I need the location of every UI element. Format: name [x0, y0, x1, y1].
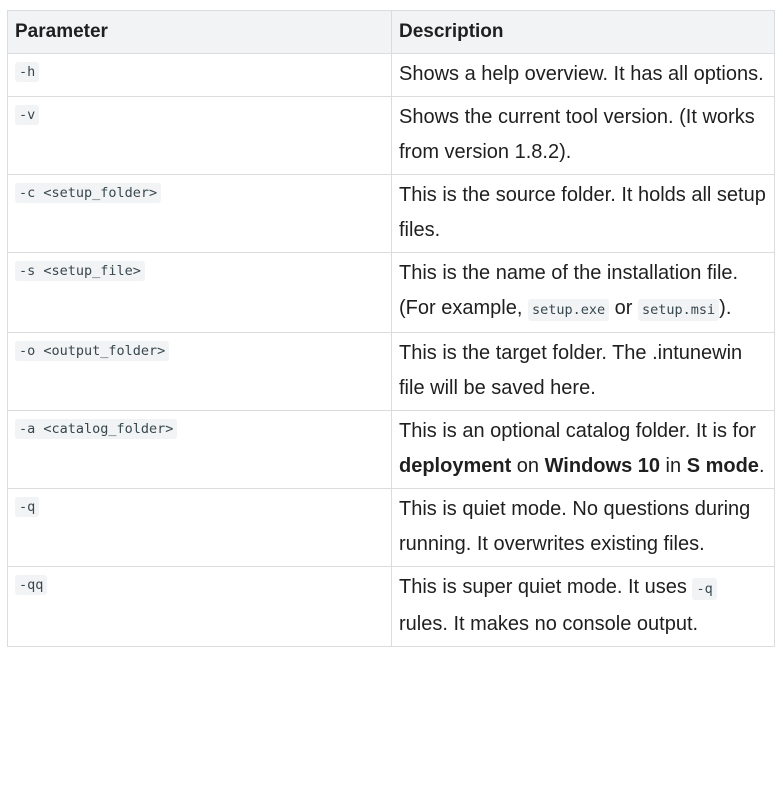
desc-setup-folder: This is the source folder. It holds all setup files. — [392, 175, 775, 253]
parameters-table — [7, 10, 775, 647]
desc-help: Shows a help overview. It has all options. — [392, 54, 775, 97]
bold-windows-10: Windows 10 — [544, 455, 660, 477]
param-quiet-flag: -q — [15, 497, 39, 517]
desc-output-folder: This is the target folder. The .intunewin file will be saved here. — [392, 333, 775, 411]
desc-catalog-folder: This is an optional catalog folder. It is for deployment on Windows 10 in S mode. — [392, 411, 775, 489]
param-super-quiet-flag: -qq — [15, 575, 47, 595]
bold-deployment: deployment — [399, 455, 512, 477]
param-setup-file: -s <setup_file> — [15, 261, 145, 281]
param-version-flag: -v — [15, 105, 39, 125]
header-description: Description — [392, 11, 775, 54]
parameters-table-container — [7, 10, 774, 647]
table-row — [8, 411, 775, 489]
desc-super-quiet: This is super quiet mode. It uses -q rules. It makes no console output. — [392, 567, 775, 647]
desc-setup-file: This is the name of the installation file. (For example, setup.exe or setup.msi ). — [392, 253, 775, 333]
desc-quiet: This is quiet mode. No questions during running. It overwrites existing files. — [392, 489, 775, 567]
table-header-row — [8, 11, 775, 54]
header-parameter: Parameter — [8, 11, 392, 54]
param-setup-folder: -c <setup_folder> — [15, 183, 161, 203]
code-setup-exe: setup.exe — [528, 299, 609, 321]
param-output-folder: -o <output_folder> — [15, 341, 169, 361]
table-row — [8, 489, 775, 567]
table-row — [8, 175, 775, 253]
desc-version: Shows the current tool version. (It works from version 1.8.2). — [392, 97, 775, 175]
param-help-flag: -h — [15, 62, 39, 82]
table-row — [8, 54, 775, 97]
code-setup-msi: setup.msi — [638, 299, 719, 321]
bold-s-mode: S mode — [686, 455, 759, 477]
code-q-flag: -q — [692, 578, 716, 600]
table-row — [8, 333, 775, 411]
param-catalog-folder: -a <catalog_folder> — [15, 419, 177, 439]
table-row — [8, 253, 775, 333]
table-row — [8, 567, 775, 647]
table-row — [8, 97, 775, 175]
